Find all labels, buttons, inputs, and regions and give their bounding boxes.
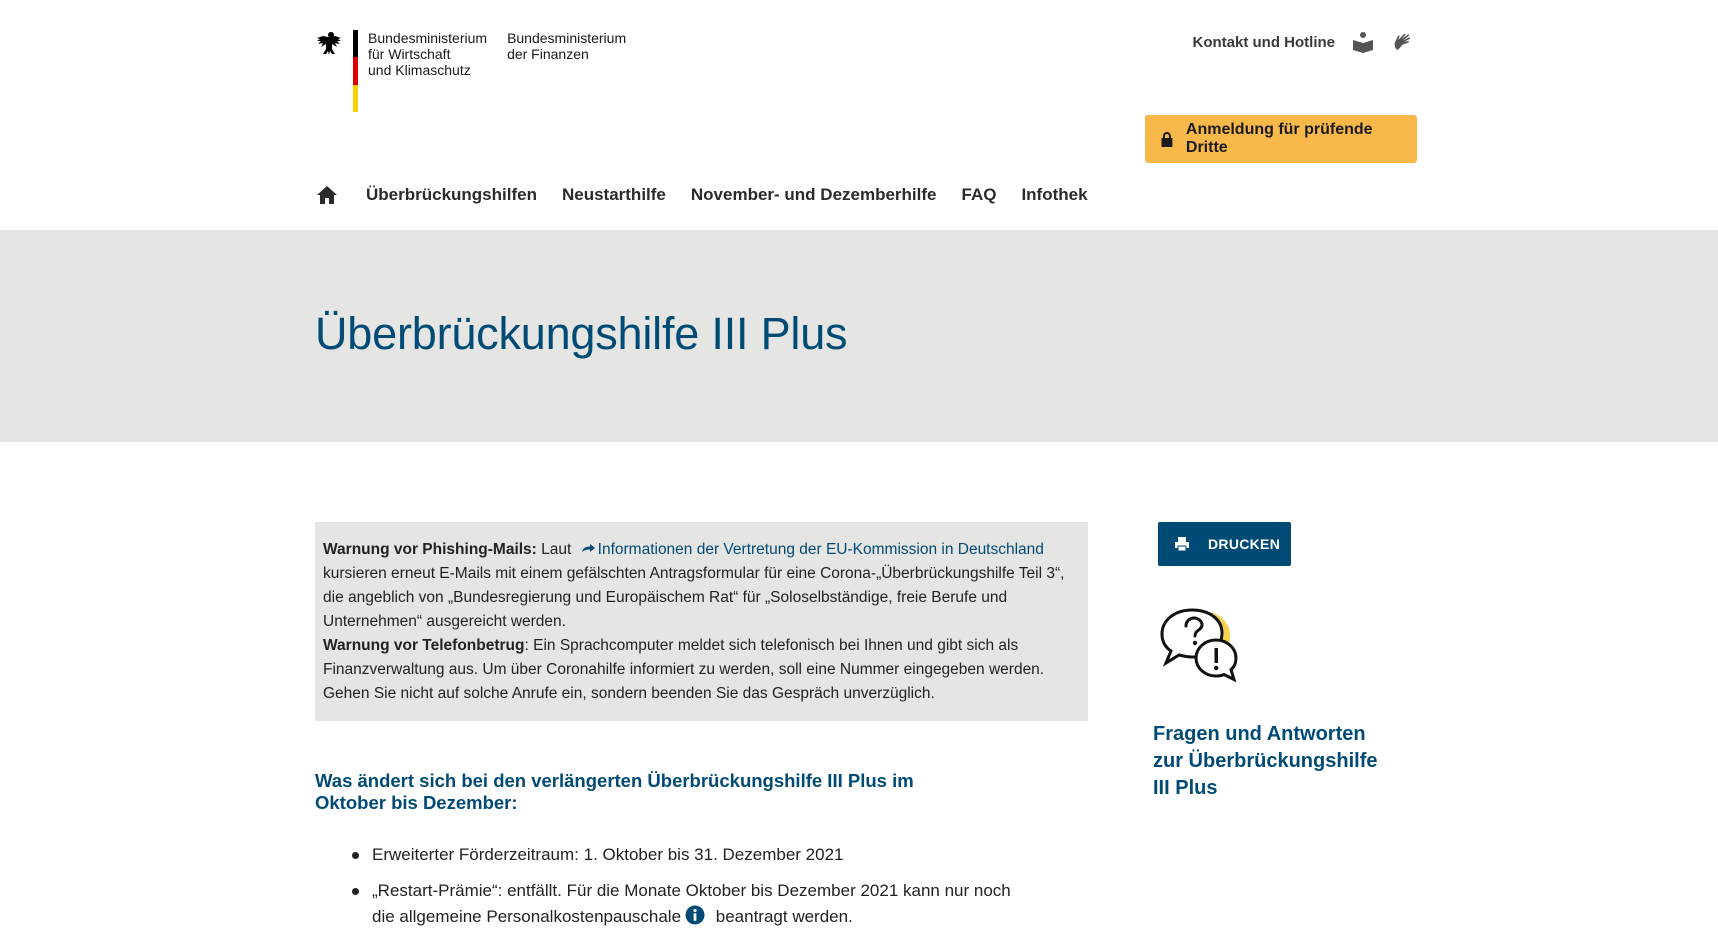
print-button-label: DRUCKEN <box>1208 536 1281 552</box>
list-item-text: Erweiterter Förderzeitraum: 1. Oktober bis 31. Dezember 2021 <box>372 845 844 864</box>
bullet-dot <box>352 888 359 895</box>
phone-warning-text: : Ein Sprachcomputer meldet sich telefonisch bei Ihnen und gibt sich als Finanzverwaltung aus. Um über Coronahilfe informiert zu werden, soll eine Nummer eingegeben werden. Gehen Sie nicht auf solche Anrufe ein, sondern beenden Sie das Gespräch unverzüglich. <box>323 637 1045 702</box>
phishing-warning-label: Warnung vor Phishing-Mails: <box>323 541 537 558</box>
phone-warning-label: Warnung vor Telefonbetrug <box>323 637 525 654</box>
nav-item-faq[interactable]: FAQ <box>961 185 997 204</box>
page-title: Überbrückungshilfe III Plus <box>315 308 848 359</box>
main-navigation <box>315 183 1088 207</box>
login-third-party-button[interactable] <box>1145 115 1417 163</box>
bullet-dot <box>352 852 359 859</box>
lock-icon <box>1160 131 1174 147</box>
easy-language-icon[interactable] <box>1351 30 1375 54</box>
header-service-links <box>1193 30 1416 54</box>
list-item <box>350 842 1020 868</box>
ministry-logos[interactable] <box>315 30 626 112</box>
phishing-warning-box <box>315 522 1088 721</box>
nav-item-november-dezemberhilfe[interactable]: November- und Dezemberhilfe <box>690 185 937 204</box>
changes-list <box>350 842 1020 940</box>
phishing-warning-pre: Laut <box>536 541 576 558</box>
contact-hotline-link[interactable]: Kontakt und Hotline <box>1192 33 1335 51</box>
arrow-right-icon <box>580 542 596 554</box>
home-icon[interactable] <box>315 183 339 207</box>
eu-commission-link[interactable]: Informationen der Vertretung der EU-Kommission in Deutschland <box>597 541 1044 558</box>
section-heading: Was ändert sich bei den verlängerten Überbrückungshilfe III Plus im Oktober bis Dezember: <box>315 770 914 813</box>
printer-icon <box>1174 536 1190 552</box>
faq-speech-bubbles-icon <box>1158 606 1242 682</box>
phishing-warning-text: kursieren erneut E-Mails mit einem gefälschten Antragsformular für eine Corona-„Überbrückungshilfe Teil 3“, die angeblich von „Bundesregierung und Europäischem Rat“ für „Soloselbständige, freie Berufe und Unternehmen“ ausgereicht werden. <box>323 565 1065 630</box>
nav-item-neustarthilfe[interactable]: Neustarthilfe <box>561 185 666 204</box>
nav-item-infothek[interactable]: Infothek <box>1021 185 1088 204</box>
ministry-name-bmwk: Bundesministerium für Wirtschaft und Klimaschutz <box>368 30 488 78</box>
list-item <box>350 878 1020 930</box>
eagle-icon <box>315 30 347 62</box>
nav-item-ueberbrueckungshilfen[interactable]: Überbrückungshilfen <box>366 185 537 204</box>
login-button-label: Anmeldung für prüfende Dritte <box>1185 121 1373 156</box>
info-icon[interactable] <box>685 905 705 925</box>
print-button[interactable] <box>1158 522 1291 566</box>
german-flag-stripe <box>353 30 358 112</box>
faq-link[interactable]: Fragen und Antworten zur Überbrückungshilfe III Plus <box>1153 723 1378 799</box>
page-banner <box>0 230 1718 442</box>
list-item-text-end: beantragt werden. <box>711 907 853 926</box>
ministry-name-bmf: Bundesministerium der Finanzen <box>507 30 627 62</box>
sign-language-icon[interactable] <box>1391 30 1415 54</box>
list-item-text: „Restart-Prämie“: entfällt. Für die Monate Oktober bis Dezember 2021 kann nur noch die allgemeine Personalkostenpauschale <box>372 881 1011 926</box>
